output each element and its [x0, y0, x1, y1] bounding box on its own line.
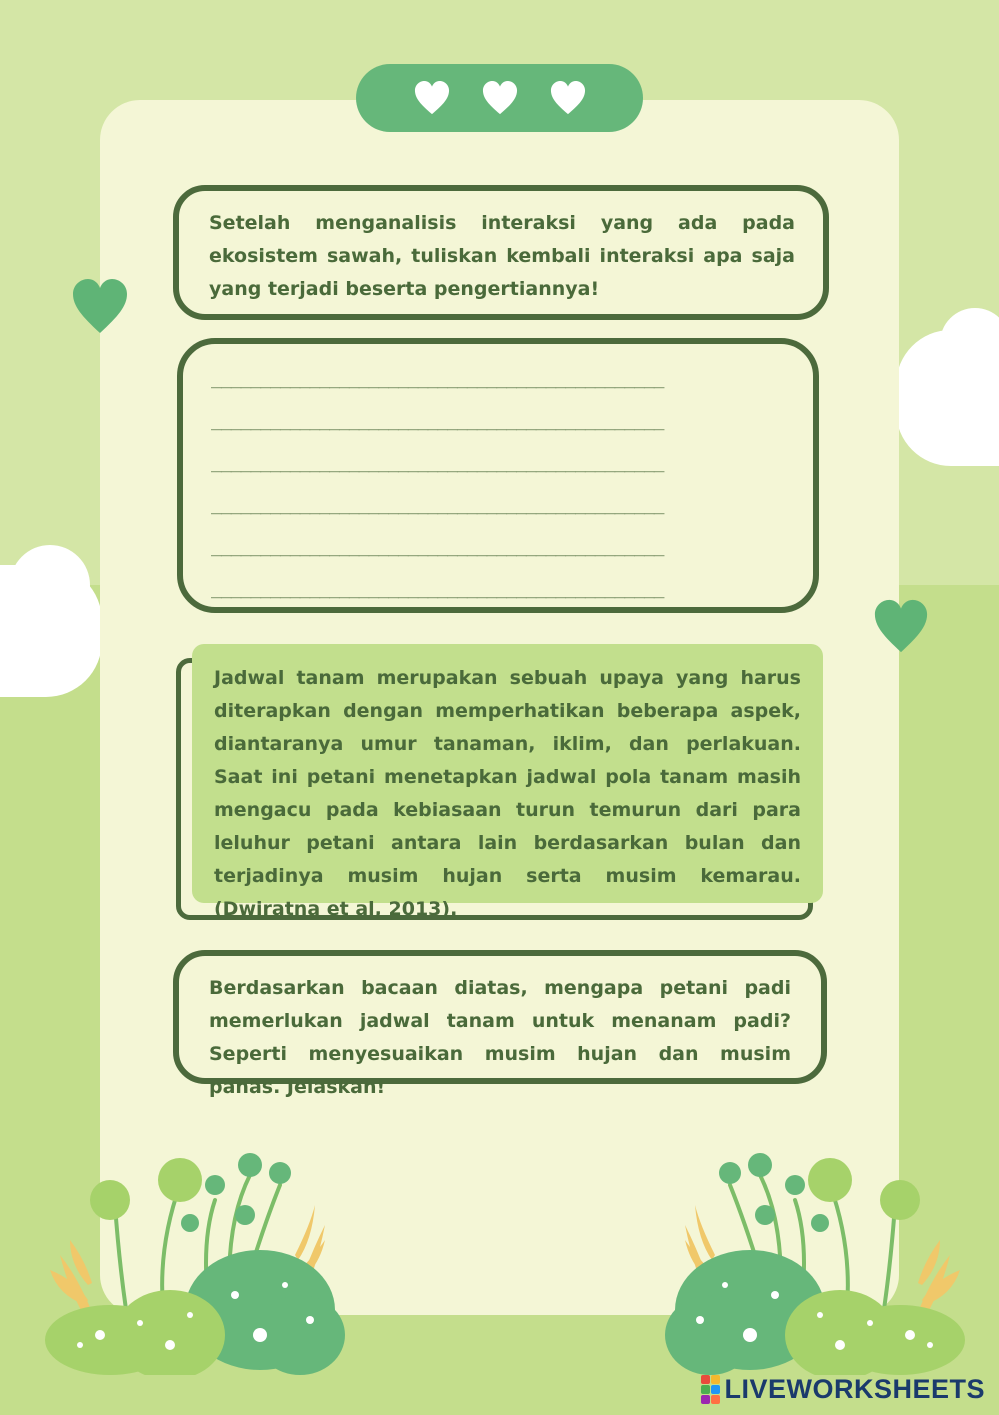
- plant-decoration-right: [660, 1145, 970, 1375]
- logo-text: LIVEWORKSHEETS: [724, 1374, 985, 1404]
- heart-icon: [872, 596, 930, 656]
- answer-line[interactable]: ______________________________________________: [211, 536, 664, 557]
- heart-icon: [481, 80, 519, 116]
- reading-text: Jadwal tanam merupakan sebuah upaya yang harus diterapkan dengan memperhatikan beberapa aspek, diantaranya umur tanaman, iklim, dan perlakuan. Saat ini petani menetapkan jadwal pola tanam masih mengacu pada kebiasaan turun temurun dari para leluhur petani antara lain berdasarkan bulan dan terjadinya musim hujan serta musim kemarau.(Dwiratna et al, 2013).: [214, 667, 801, 920]
- header-tab: [356, 64, 643, 132]
- answer-line[interactable]: ______________________________________________: [211, 494, 664, 515]
- question-2-box: [173, 950, 827, 1098]
- question-2-text: Berdasarkan bacaan diatas, mengapa petani padi memerlukan jadwal tanam untuk menanam padi? Seperti menyesuaikan musim hujan dan musim panas. Jelaskan!: [209, 977, 791, 1098]
- liveworksheets-logo[interactable]: [701, 1374, 985, 1405]
- logo-mark-icon: [701, 1375, 720, 1404]
- heart-icon: [413, 80, 451, 116]
- heart-icon: [549, 80, 587, 116]
- question-1-box: [173, 185, 829, 320]
- answer-line[interactable]: ______________________________________________: [211, 578, 664, 599]
- answer-box[interactable]: [177, 338, 819, 613]
- reading-passage: [192, 644, 823, 920]
- heart-icon: [70, 275, 130, 337]
- question-1-text: Setelah menganalisis interaksi yang ada pada ekosistem sawah, tuliskan kembali interaksi apa saja yang terjadi beserta pengertiannya!: [209, 212, 795, 300]
- answer-line[interactable]: ______________________________________________: [211, 368, 664, 389]
- plant-decoration-left: [40, 1145, 350, 1375]
- answer-line[interactable]: ______________________________________________: [211, 452, 664, 473]
- answer-line[interactable]: ______________________________________________: [211, 410, 664, 431]
